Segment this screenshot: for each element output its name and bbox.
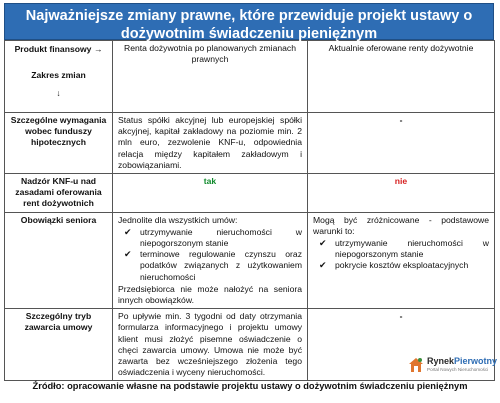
checkmark-icon: ✔: [319, 238, 327, 249]
cell-contract-current: -: [308, 309, 495, 381]
logo-mark-icon: [408, 357, 424, 373]
header-corner-cell: [5, 41, 113, 113]
table-header-row: [5, 41, 495, 113]
logo-brand: [427, 356, 497, 366]
list-item: [124, 249, 302, 283]
list-item-text: utrzymywanie nieruchomości w niepogorszonym stanie: [140, 226, 302, 249]
list-item: [124, 226, 302, 249]
list-item-text: pokrycie kosztów eksploatacyjnych: [335, 260, 469, 271]
title-line-2: dożywotnim świadczeniu pieniężnym: [120, 26, 378, 42]
header-col-planned: Renta dożywotnia po planowanych zmianach prawnych: [113, 41, 308, 113]
list-item-text: utrzymywanie nieruchomości w niepogorszonym stanie: [335, 238, 489, 260]
cell-requirements-current: -: [308, 113, 495, 174]
current-obligations-intro: Mogą być zróżnicowane - podstawowe warunki to:: [313, 214, 489, 236]
cell-obligations-planned: [113, 212, 308, 309]
list-item: [319, 238, 489, 260]
source-caption: Źródło: opracowanie własne na podstawie projektu ustawy o dożywotnim świadczeniu pieniężnym: [32, 381, 468, 391]
cell-contract-planned: Po upływie min. 3 tygodni od daty otrzymania formularza informacyjnego i projektu umowy klient musi złożyć pisemne oświadczenie o chęci zawarcia umowy. Umowa nie może być zawarta bez wcześniejszego złożenia tego oświadczenia i wyceny nieruchomości.: [113, 309, 308, 381]
obligations-outro: Przedsiębiorca nie może nałożyć na seniora innych obowiązków.: [118, 283, 302, 306]
header-col-current: Aktualnie oferowane renty dożywotnie: [308, 41, 495, 113]
row-label-requirements: Szczególne wymagania wobec funduszy hipotecznych: [5, 113, 113, 174]
logo-brand-a: Rynek: [427, 356, 455, 366]
obligations-list: [118, 227, 302, 283]
page-title: [4, 3, 494, 40]
table-row: [5, 174, 495, 213]
checkmark-icon: ✔: [124, 249, 132, 260]
rynekpierwotny-logo: [408, 356, 498, 376]
list-item: [319, 260, 489, 271]
table-row: [5, 212, 495, 309]
comparison-table: [4, 40, 498, 381]
checkmark-icon: ✔: [319, 260, 327, 271]
current-obligations-list: [313, 238, 489, 272]
logo-tagline: Portal Nowych Nieruchomości: [427, 367, 489, 372]
document-frame: [4, 3, 494, 381]
header-product-label: Produkt finansowy →: [14, 44, 103, 54]
row-label-supervision: Nadzór KNF-u nad zasadami oferowania rent dożywotnich: [5, 174, 113, 213]
cell-supervision-planned: tak: [113, 174, 308, 213]
row-label-contract-mode: Szczególny tryb zawarcia umowy: [5, 309, 113, 381]
obligations-intro: Jednolite dla wszystkich umów:: [118, 214, 238, 225]
row-label-obligations: Obowiązki seniora: [5, 212, 113, 309]
checkmark-icon: ✔: [124, 226, 132, 237]
cell-requirements-planned: Status spółki akcyjnej lub europejskiej spółki akcyjnej, kapitał zakładowy na poziomie min. 2 mln euro, zezwolenie KNF-u, odpowiednia relacja między kapitałem zakładowym i zobowiązaniami.: [113, 113, 308, 174]
cell-obligations-current: [308, 212, 495, 309]
cell-supervision-current: nie: [308, 174, 495, 213]
arrow-down-icon: ↓: [56, 88, 61, 98]
table-row: [5, 113, 495, 174]
title-line-1: Najważniejsze zmiany prawne, które przewiduje projekt ustawy o: [25, 8, 473, 24]
header-scope-label: Zakres zmian: [31, 70, 86, 80]
logo-brand-b: Pierwotny: [454, 356, 498, 366]
list-item-text: terminowe regulowanie czynszu oraz podatków związanych z użytkowaniem nieruchomości: [140, 249, 302, 282]
